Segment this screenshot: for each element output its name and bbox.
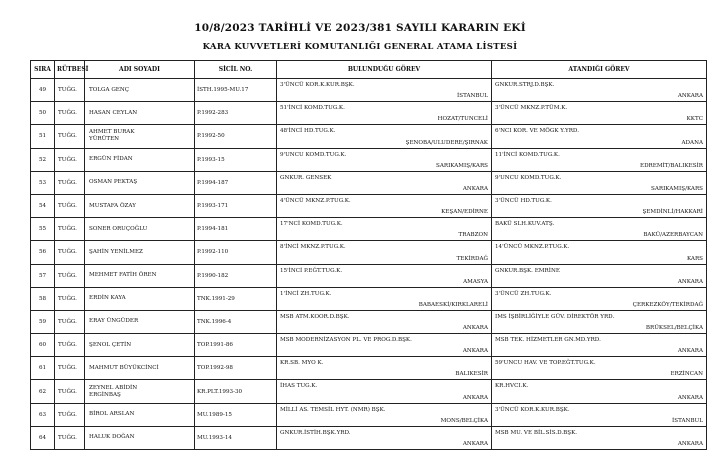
current-post-location: ANKARA — [462, 441, 488, 447]
table-row — [31, 310, 707, 333]
current-post-location: İSTANBUL — [457, 93, 488, 100]
new-post-unit: BAKÜ SLH.KUV.ATŞ. — [495, 221, 555, 228]
row-new-post — [492, 171, 707, 194]
header-adi-soyadi: ADI SOYADI — [85, 61, 195, 79]
new-post-unit: 6'NCI KOR. VE MÖGK Y.YRD. — [495, 128, 579, 135]
row-new-post — [492, 287, 707, 310]
table-row — [31, 287, 707, 310]
new-post-unit: GNKUR.BŞK. EMRİNE — [495, 267, 560, 274]
new-post-location: ADANA — [681, 139, 703, 146]
row-sicil: MU.1993-14 — [195, 426, 277, 449]
appointment-table — [30, 60, 707, 450]
row-current-post — [277, 357, 492, 380]
current-post-location: BALIKESİR — [455, 371, 488, 378]
row-name-line1: SONER ORUÇOĞLU — [89, 225, 148, 232]
document-title: 10/8/2023 TARİHLİ VE 2023/381 SAYILI KARARIN EKİ — [194, 22, 526, 34]
current-post-unit: 3'ÜNCÜ KOR.K.KUR.BŞK. — [280, 82, 355, 88]
row-name-line2: YÜRÜTEN — [89, 136, 120, 143]
row-number: 57 — [31, 264, 55, 287]
row-current-post — [277, 426, 492, 449]
new-post-location: ÇERKEZKÖY/TEKİRDAĞ — [632, 301, 703, 308]
row-number: 54 — [31, 194, 55, 217]
row-number: 58 — [31, 287, 55, 310]
table-row — [31, 357, 707, 380]
row-rank: TUĞG. — [55, 194, 85, 217]
new-post-location: EDREMİT/BALIKESİR — [639, 162, 703, 169]
row-name-line1: HASAN CEYLAN — [89, 109, 138, 116]
new-post-location: ŞEMDİNLİ/HAKKARİ — [642, 209, 703, 216]
row-new-post — [492, 194, 707, 217]
current-post-unit: 8'İNCİ MKNZ.P.TUG.K. — [280, 244, 346, 251]
row-name-line1: MEHMET FATİH ÖREN — [89, 272, 157, 279]
row-sicil: P.1993-171 — [195, 194, 277, 217]
table-row — [31, 426, 707, 449]
row-name-line1: ŞENOL ÇETİN — [89, 341, 132, 348]
row-number: 62 — [31, 380, 55, 403]
row-name-line1: ZEYNEL ABİDİN — [89, 384, 138, 391]
row-rank: TUĞG. — [55, 403, 85, 426]
new-post-location: ANKARA — [677, 93, 703, 100]
row-current-post — [277, 241, 492, 264]
row-number: 55 — [31, 218, 55, 241]
current-post-unit: MİLLİ AS. TEMSİL HYT. (NMR) BŞK. — [280, 406, 386, 413]
row-name — [85, 334, 195, 357]
row-current-post — [277, 79, 492, 102]
current-post-unit: 51'İNCİ KOMD.TUG.K. — [280, 105, 345, 112]
header-atandigi-gorev: ATANDIĞI GÖREV — [492, 61, 707, 79]
row-new-post — [492, 264, 707, 287]
row-rank: TUĞG. — [55, 334, 85, 357]
row-number: 60 — [31, 334, 55, 357]
row-sicil: P.1993-15 — [195, 148, 277, 171]
current-post-location: BABAESKİ/KIRKLARELİ — [418, 301, 488, 308]
current-post-unit: KR.SB. MYO K. — [280, 360, 324, 367]
row-name-line1: ERAY ÜNGÜDER — [89, 318, 139, 325]
row-number: 53 — [31, 171, 55, 194]
row-rank: TUĞG. — [55, 79, 85, 102]
row-name — [85, 125, 195, 148]
row-name — [85, 310, 195, 333]
row-rank: TUĞG. — [55, 264, 85, 287]
row-name — [85, 148, 195, 171]
current-post-unit: İHAS TUG.K. — [280, 383, 318, 390]
table-row — [31, 380, 707, 403]
row-rank: TUĞG. — [55, 357, 85, 380]
row-sicil: P.1992-50 — [195, 125, 277, 148]
row-new-post — [492, 334, 707, 357]
row-sicil: P.1990-182 — [195, 264, 277, 287]
row-number: 63 — [31, 403, 55, 426]
row-current-post — [277, 264, 492, 287]
row-current-post — [277, 218, 492, 241]
row-rank: TUĞG. — [55, 310, 85, 333]
current-post-location: SARIKAMIŞ/KARS — [436, 162, 488, 169]
current-post-location: AMASYA — [463, 278, 488, 285]
table-row — [31, 125, 707, 148]
row-sicil: TOP.1992-98 — [195, 357, 277, 380]
row-name — [85, 264, 195, 287]
table-body — [31, 79, 707, 450]
document-subtitle: KARA KUVVETLERİ KOMUTANLIĞI GENERAL ATAMA LİSTESİ — [202, 42, 518, 52]
new-post-unit: 59'UNCU HAV. VE TOP.EĞT.TUG.K. — [495, 360, 596, 367]
row-sicil: P.1992-110 — [195, 241, 277, 264]
row-current-post — [277, 287, 492, 310]
row-name — [85, 102, 195, 125]
table-header-row — [31, 61, 707, 79]
row-sicil: P.1992-283 — [195, 102, 277, 125]
header-bulundugu-gorev: BULUNDUĞU GÖREV — [277, 61, 492, 79]
row-new-post — [492, 310, 707, 333]
row-name-line1: TOLGA GENÇ — [89, 86, 130, 93]
new-post-location: KARS — [686, 255, 703, 262]
current-post-unit: 15'İNCİ P.EĞT.TUG.K. — [280, 267, 343, 274]
new-post-unit: 9'UNCU KOMD.TUG.K. — [495, 174, 562, 181]
row-sicil: TOP.1991-86 — [195, 334, 277, 357]
current-post-location: ANKARA — [462, 185, 488, 192]
new-post-unit: 14'ÜNCÜ MKNZ.P.TUG.K. — [495, 244, 570, 251]
table-row — [31, 218, 707, 241]
row-rank: TUĞG. — [55, 125, 85, 148]
current-post-unit: GNKUR.İSTİH.BŞK.YRD. — [280, 429, 351, 436]
current-post-unit: 17'NCİ KOMD.TUG.K. — [280, 221, 343, 228]
current-post-unit: GNKUR. GENSEK — [280, 174, 332, 181]
row-name-line1: AHMET BURAK — [89, 129, 135, 136]
new-post-location: ANKARA — [677, 394, 703, 401]
row-new-post — [492, 403, 707, 426]
current-post-location: KEŞAN/EDİRNE — [441, 209, 488, 216]
new-post-location: BRÜKSEL/BELÇİKA — [645, 325, 703, 332]
current-post-location: ANKARA — [462, 348, 488, 355]
row-name-line1: BİROL ARSLAN — [89, 411, 135, 418]
row-name-line1: OSMAN PEKTAŞ — [89, 179, 138, 186]
row-number: 51 — [31, 125, 55, 148]
current-post-unit: MSB MODERNİZASYON PL. VE PROG.D.BŞK. — [280, 337, 412, 344]
table-row — [31, 241, 707, 264]
row-name — [85, 403, 195, 426]
row-name — [85, 79, 195, 102]
row-current-post — [277, 310, 492, 333]
new-post-location: ANKARA — [677, 348, 703, 355]
row-sicil: P.1994-187 — [195, 171, 277, 194]
row-new-post — [492, 380, 707, 403]
row-number: 61 — [31, 357, 55, 380]
row-name — [85, 380, 195, 403]
row-rank: TUĞG. — [55, 102, 85, 125]
current-post-location: MONS/BELÇİKA — [440, 417, 488, 424]
new-post-unit: MSB MU. VE BİL.SİS.D.BŞK. — [495, 429, 578, 436]
current-post-location: TEKİRDAĞ — [456, 255, 488, 262]
row-sicil: P.1994-181 — [195, 218, 277, 241]
row-sicil: İSTH.1995-MU.17 — [195, 79, 277, 102]
row-number: 49 — [31, 79, 55, 102]
row-number: 59 — [31, 310, 55, 333]
table-row — [31, 264, 707, 287]
row-rank: TUĞG. — [55, 287, 85, 310]
row-new-post — [492, 426, 707, 449]
table-row — [31, 102, 707, 125]
row-name-line1: MUSTAFA ÖZAY — [89, 202, 136, 209]
row-rank: TUĞG. — [55, 148, 85, 171]
current-post-location: TRABZON — [458, 232, 488, 239]
table-row — [31, 79, 707, 102]
new-post-unit: IMS İŞBİRLİĞİYLE GÜV. DİREKTÖR YRD. — [495, 313, 615, 320]
row-name-line1: ŞAHİN YENİLMEZ — [89, 248, 143, 255]
new-post-location: BAKÜ/AZERBAYCAN — [643, 232, 703, 239]
row-name — [85, 241, 195, 264]
table-row — [31, 403, 707, 426]
row-new-post — [492, 241, 707, 264]
new-post-location: KKTC — [686, 116, 703, 123]
current-post-location: ŞENOBA/ULUDERE/ŞIRNAK — [405, 139, 488, 146]
row-current-post — [277, 194, 492, 217]
row-name — [85, 194, 195, 217]
new-post-unit: GNKUR.STRJ.D.BŞK. — [495, 82, 555, 88]
row-current-post — [277, 171, 492, 194]
row-new-post — [492, 79, 707, 102]
row-new-post — [492, 148, 707, 171]
current-post-unit: MSB ATM.KOOR.D.BŞK. — [280, 313, 350, 320]
row-name — [85, 171, 195, 194]
row-current-post — [277, 403, 492, 426]
row-name-line1: HALUK DOĞAN — [89, 434, 135, 441]
table-row — [31, 334, 707, 357]
row-sicil: TNK.1996-4 — [195, 310, 277, 333]
table-row — [31, 171, 707, 194]
row-current-post — [277, 125, 492, 148]
row-rank: TUĞG. — [55, 241, 85, 264]
header-sicil: SİCİL NO. — [195, 61, 277, 79]
row-new-post — [492, 125, 707, 148]
current-post-unit: 9'UNCU KOMD.TUG.K. — [280, 151, 347, 158]
header-rutbesi: RÜTBESİ — [55, 61, 85, 79]
current-post-unit: 4'ÜNCÜ MKNZ.P.TUG.K. — [280, 197, 351, 204]
row-name-line2: ERGİNBAŞ — [89, 391, 121, 398]
row-current-post — [277, 380, 492, 403]
new-post-unit: KR.HVCI.K. — [495, 383, 529, 390]
new-post-location: ANKARA — [677, 278, 703, 285]
table-row — [31, 194, 707, 217]
row-new-post — [492, 102, 707, 125]
row-name — [85, 287, 195, 310]
row-name — [85, 357, 195, 380]
row-number: 50 — [31, 102, 55, 125]
row-number: 56 — [31, 241, 55, 264]
row-name — [85, 218, 195, 241]
row-current-post — [277, 148, 492, 171]
row-sicil: TNK.1991-29 — [195, 287, 277, 310]
row-name-line1: ERGÜN FİDAN — [89, 156, 133, 163]
row-name-line1: MAHMUT BÜYÜKCİNCİ — [89, 364, 159, 371]
row-number: 64 — [31, 426, 55, 449]
row-number: 52 — [31, 148, 55, 171]
row-name — [85, 426, 195, 449]
row-sicil: MU.1989-15 — [195, 403, 277, 426]
row-rank: TUĞG. — [55, 426, 85, 449]
new-post-location: İSTANBUL — [672, 417, 703, 424]
new-post-unit: 11'İNCİ KOMD.TUG.K. — [495, 151, 560, 158]
row-sicil: KR.PLT.1993-30 — [195, 380, 277, 403]
row-current-post — [277, 334, 492, 357]
new-post-unit: 3'ÜNCÜ KOR.K.KUR.BŞK. — [495, 406, 570, 413]
row-rank: TUĞG. — [55, 171, 85, 194]
row-rank: TUĞG. — [55, 380, 85, 403]
row-new-post — [492, 357, 707, 380]
new-post-unit: MSB TEK. HİZMETLER GN.MD.YRD. — [495, 337, 601, 344]
row-name-line1: ERDİN KAYA — [89, 295, 126, 302]
current-post-location: HOZAT/TUNCELİ — [437, 116, 488, 123]
current-post-location: ANKARA — [462, 394, 488, 401]
new-post-unit: 3'ÜNCÜ MKNZ.P.TÜM.K. — [495, 105, 568, 112]
row-rank: TUĞG. — [55, 218, 85, 241]
header-sira: SIRA — [31, 61, 55, 79]
new-post-location: ANKARA — [677, 441, 703, 447]
row-current-post — [277, 102, 492, 125]
current-post-unit: 48'İNCİ HD.TUG.K. — [280, 128, 336, 135]
new-post-unit: 3'ÜNCÜ HD.TUG.K. — [495, 197, 552, 204]
current-post-unit: 1'İNCİ ZH.TUG.K. — [280, 290, 332, 297]
new-post-location: ERZİNCAN — [670, 371, 703, 378]
table-row — [31, 148, 707, 171]
row-new-post — [492, 218, 707, 241]
current-post-location: ANKARA — [462, 325, 488, 332]
new-post-unit: 3'ÜNCÜ ZH.TUG.K. — [495, 290, 552, 297]
new-post-location: SARIKAMIŞ/KARS — [651, 185, 703, 192]
